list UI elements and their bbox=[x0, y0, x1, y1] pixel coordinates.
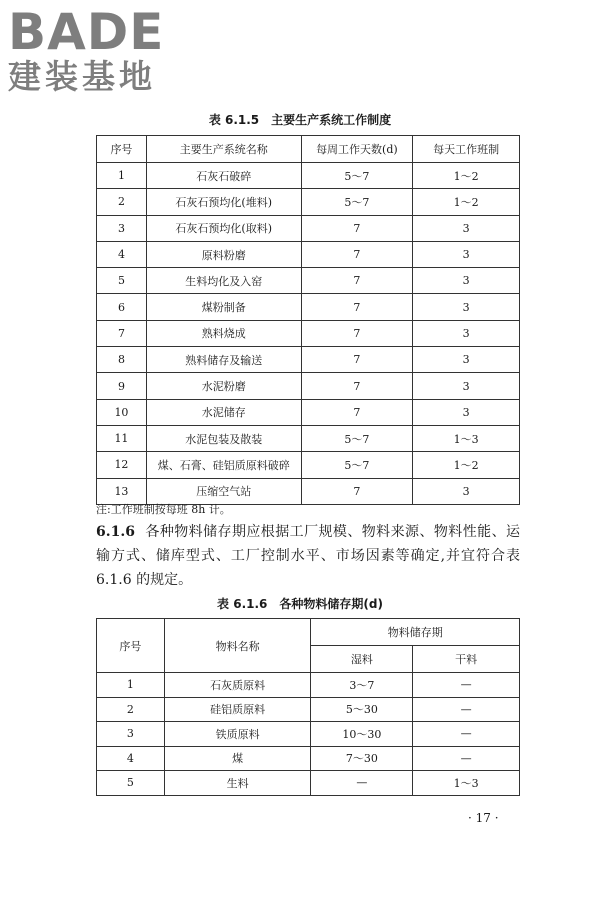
table-cell: 石灰石预均化(堆料) bbox=[146, 189, 301, 215]
table-cell: 7 bbox=[301, 373, 413, 399]
table-cell: 石灰质原料 bbox=[164, 673, 311, 698]
table1-header: 序号 bbox=[97, 136, 147, 163]
work-schedule-table bbox=[96, 135, 520, 505]
page-number: · 17 · bbox=[468, 811, 499, 825]
table-cell: 熟料储存及输送 bbox=[146, 347, 301, 373]
table1-row bbox=[97, 399, 520, 425]
table-cell: 5 bbox=[97, 268, 147, 294]
table-cell: 2 bbox=[97, 189, 147, 215]
table-cell: 5～7 bbox=[301, 189, 413, 215]
table-cell: 铁质原料 bbox=[164, 722, 311, 747]
table1-row bbox=[97, 268, 520, 294]
storage-period-table bbox=[96, 618, 520, 796]
table-cell: — bbox=[311, 771, 413, 796]
table2-row bbox=[97, 722, 520, 747]
table1-header: 主要生产系统名称 bbox=[146, 136, 301, 163]
table-cell: 3 bbox=[413, 320, 520, 346]
table-cell: 5～7 bbox=[301, 452, 413, 478]
table-cell: 4 bbox=[97, 746, 165, 771]
section-number: 6.1.6 bbox=[96, 524, 135, 540]
table-cell: 9 bbox=[97, 373, 147, 399]
table-cell: — bbox=[413, 673, 520, 698]
table2-header-wet: 湿料 bbox=[311, 646, 413, 673]
table-cell: 3 bbox=[413, 347, 520, 373]
table-cell: 7 bbox=[301, 399, 413, 425]
table1-note: 注:工作班制按每班 8h 计。 bbox=[96, 503, 231, 516]
table-cell: 7 bbox=[301, 320, 413, 346]
table-cell: — bbox=[413, 746, 520, 771]
table-cell: 水泥储存 bbox=[146, 399, 301, 425]
table-cell: 6 bbox=[97, 294, 147, 320]
table-cell: 3 bbox=[97, 722, 165, 747]
table-cell: 7 bbox=[301, 347, 413, 373]
table-cell: 3 bbox=[413, 478, 520, 504]
table-cell: 水泥包装及散装 bbox=[146, 425, 301, 451]
table2-header-group: 物料储存期 bbox=[311, 619, 520, 646]
table-cell: 3 bbox=[97, 215, 147, 241]
table-cell: 3 bbox=[413, 241, 520, 267]
table1-row bbox=[97, 452, 520, 478]
table1-header: 每天工作班制 bbox=[413, 136, 520, 163]
table-cell: 石灰石预均化(取料) bbox=[146, 215, 301, 241]
table2-row bbox=[97, 746, 520, 771]
section-paragraph bbox=[96, 520, 520, 592]
table-cell: 11 bbox=[97, 425, 147, 451]
table-cell: 7～30 bbox=[311, 746, 413, 771]
table-cell: 生料均化及入窑 bbox=[146, 268, 301, 294]
table2-header-seq: 序号 bbox=[97, 619, 165, 673]
table-cell: 5～30 bbox=[311, 697, 413, 722]
table-cell: 1～3 bbox=[413, 771, 520, 796]
table1-title: 表 6.1.5 主要生产系统工作制度 bbox=[208, 113, 392, 127]
table-cell: 1 bbox=[97, 163, 147, 189]
table-cell: — bbox=[413, 722, 520, 747]
table-cell: 硅铝质原料 bbox=[164, 697, 311, 722]
table1-row bbox=[97, 189, 520, 215]
table-cell: 7 bbox=[301, 215, 413, 241]
table-cell: 3 bbox=[413, 373, 520, 399]
table-cell: — bbox=[413, 697, 520, 722]
table-cell: 煤粉制备 bbox=[146, 294, 301, 320]
table1-row bbox=[97, 294, 520, 320]
section-text: 各种物料储存期应根据工厂规模、物料来源、物料性能、运输方式、储库型式、工厂控制水平、市场因素等确定,并宜符合表 6.1.6 的规定。 bbox=[96, 524, 520, 588]
table1-row bbox=[97, 215, 520, 241]
table-cell: 3 bbox=[413, 268, 520, 294]
table-cell: 7 bbox=[301, 268, 413, 294]
table1-row bbox=[97, 425, 520, 451]
table-cell: 1～3 bbox=[413, 425, 520, 451]
table-cell: 5～7 bbox=[301, 425, 413, 451]
table2-title: 表 6.1.6 各种物料储存期(d) bbox=[217, 597, 383, 611]
table-cell: 水泥粉磨 bbox=[146, 373, 301, 399]
table1-header-row bbox=[97, 136, 520, 163]
table-cell: 3 bbox=[413, 294, 520, 320]
table-cell: 煤 bbox=[164, 746, 311, 771]
table-cell: 1～2 bbox=[413, 163, 520, 189]
table-cell: 12 bbox=[97, 452, 147, 478]
table-cell: 5～7 bbox=[301, 163, 413, 189]
table1-row bbox=[97, 163, 520, 189]
table-cell: 3 bbox=[413, 399, 520, 425]
table-cell: 1～2 bbox=[413, 452, 520, 478]
table2-row bbox=[97, 697, 520, 722]
table-cell: 7 bbox=[301, 478, 413, 504]
logo-subtitle: 建装基地 bbox=[8, 57, 156, 96]
table1-row bbox=[97, 347, 520, 373]
table2-row bbox=[97, 771, 520, 796]
table-cell: 13 bbox=[97, 478, 147, 504]
table-cell: 煤、石膏、硅铝质原料破碎 bbox=[146, 452, 301, 478]
table-cell: 原料粉磨 bbox=[146, 241, 301, 267]
table-cell: 3～7 bbox=[311, 673, 413, 698]
table-cell: 2 bbox=[97, 697, 165, 722]
table-cell: 8 bbox=[97, 347, 147, 373]
table-cell: 10 bbox=[97, 399, 147, 425]
table-cell: 1 bbox=[97, 673, 165, 698]
table1-header: 每周工作天数(d) bbox=[301, 136, 413, 163]
table2-header-dry: 干料 bbox=[413, 646, 520, 673]
table-cell: 石灰石破碎 bbox=[146, 163, 301, 189]
table1-row bbox=[97, 320, 520, 346]
table-cell: 7 bbox=[301, 294, 413, 320]
table-cell: 压缩空气站 bbox=[146, 478, 301, 504]
table-cell: 3 bbox=[413, 215, 520, 241]
table-cell: 5 bbox=[97, 771, 165, 796]
table-cell: 1～2 bbox=[413, 189, 520, 215]
table-cell: 4 bbox=[97, 241, 147, 267]
table-cell: 7 bbox=[301, 241, 413, 267]
table-cell: 7 bbox=[97, 320, 147, 346]
table2-header-name: 物料名称 bbox=[164, 619, 311, 673]
table2-row bbox=[97, 673, 520, 698]
table1-row bbox=[97, 241, 520, 267]
table-cell: 10～30 bbox=[311, 722, 413, 747]
logo-brand: BADE bbox=[8, 3, 165, 61]
table2-header-row bbox=[97, 619, 520, 646]
table-cell: 熟料烧成 bbox=[146, 320, 301, 346]
table1-row bbox=[97, 373, 520, 399]
table-cell: 生料 bbox=[164, 771, 311, 796]
bade-logo bbox=[8, 3, 183, 96]
